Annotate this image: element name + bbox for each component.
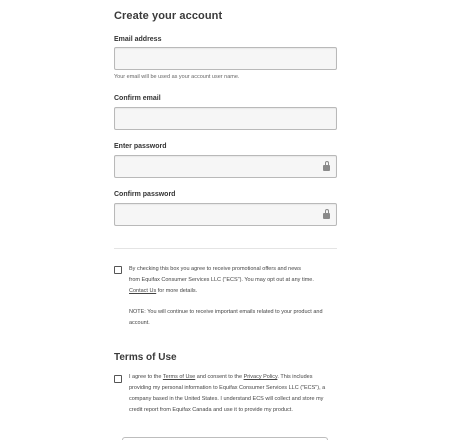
promo-opt-in-checkbox[interactable] — [114, 266, 122, 274]
confirm-password-label: Confirm password — [114, 191, 176, 198]
page-title: Create your account — [114, 10, 223, 22]
email-label: Email address — [114, 36, 162, 43]
password-field[interactable] — [114, 155, 337, 178]
terms-of-use-link[interactable]: Terms of Use — [162, 374, 196, 380]
confirm-password-field[interactable] — [114, 203, 337, 226]
contact-us-link[interactable]: Contact Us — [129, 288, 157, 294]
section-divider — [114, 248, 337, 249]
privacy-policy-link[interactable]: Privacy Policy — [243, 374, 278, 380]
email-helper-text: Your email will be used as your account user name. — [114, 74, 240, 80]
password-label: Enter password — [114, 143, 167, 150]
confirm-email-field[interactable] — [114, 107, 337, 130]
terms-consent-text: I agree to the Terms of Use and consent to the Privacy Policy. This includes providing my personal information to Equifax Consumer Services LLC ("ECS"), a company based in the United States. I understand ECS will collect and store my credit report from Equifax Canada and use it to provide my product. — [129, 374, 326, 413]
lock-icon[interactable] — [323, 164, 330, 171]
terms-section-title: Terms of Use — [114, 352, 177, 363]
promo-consent-text: By checking this box you agree to receive promotional offers and news from Equifax Consumer Services LLC ("ECS"). You may opt out at any time. Contact Us for more details. — [129, 266, 314, 294]
terms-checkbox[interactable] — [114, 375, 122, 383]
promo-note-text: NOTE: You will continue to receive important emails related to your product and account. — [129, 309, 323, 326]
email-field[interactable] — [114, 47, 337, 70]
lock-icon[interactable] — [323, 212, 330, 219]
confirm-email-label: Confirm email — [114, 95, 161, 102]
